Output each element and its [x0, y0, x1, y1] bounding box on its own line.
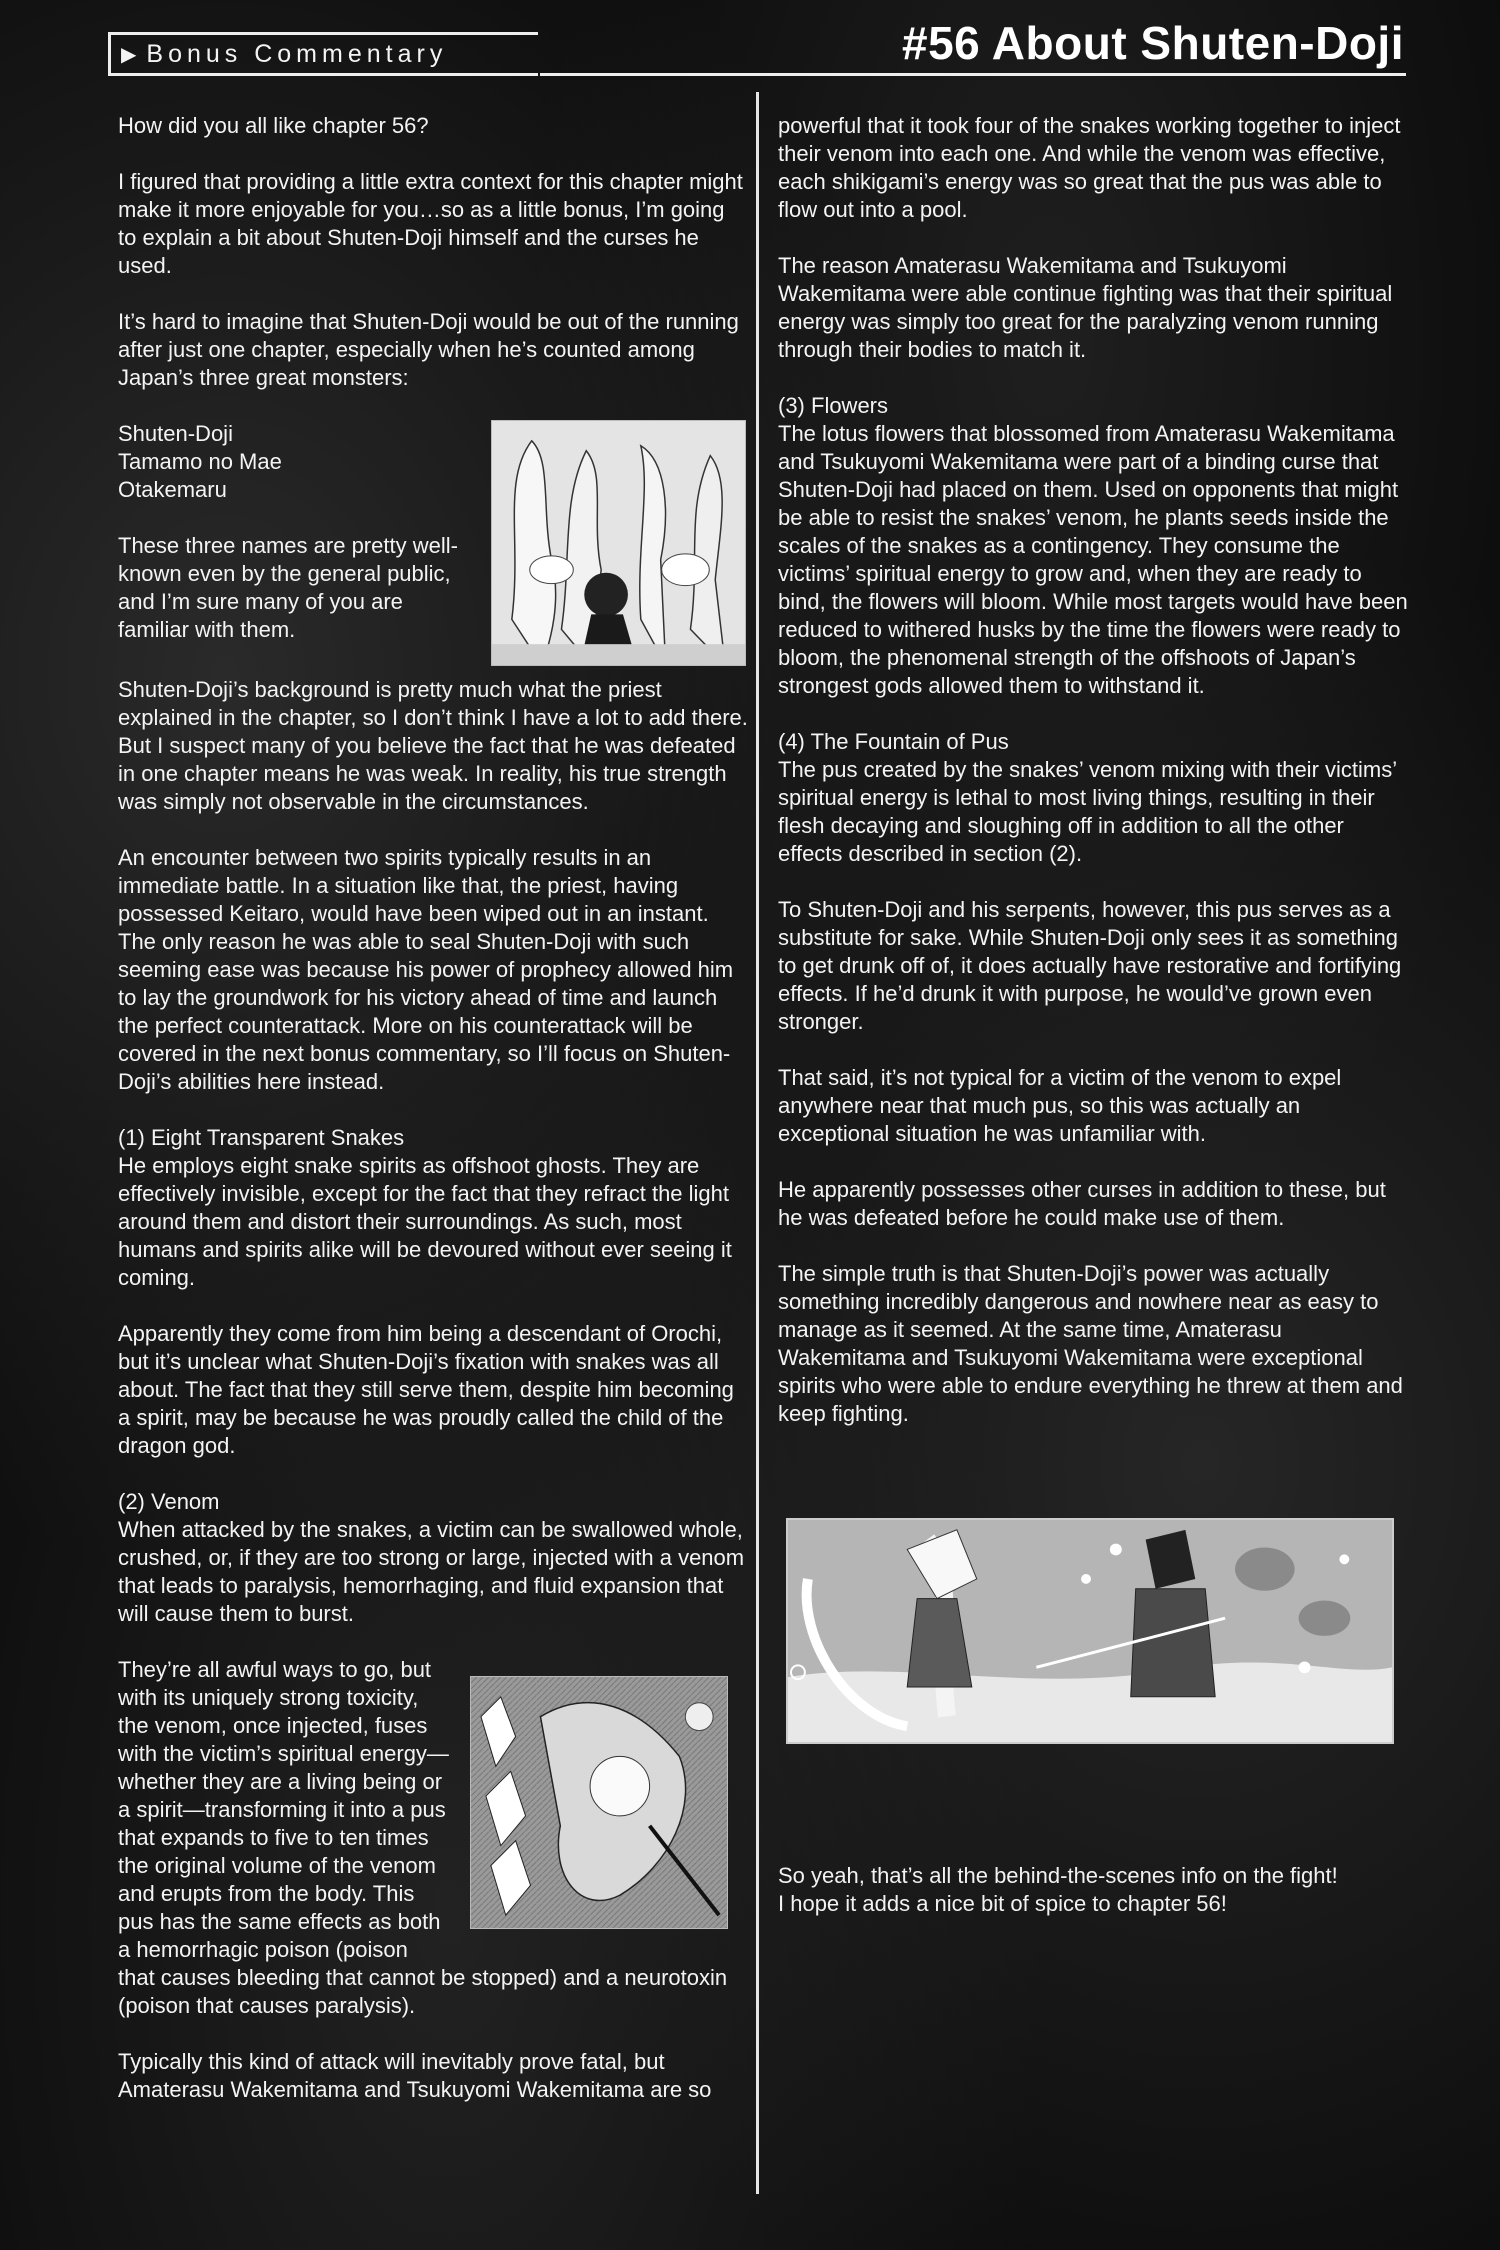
paragraph: Typically this kind of attack will inevitably prove fatal, but Amaterasu Wakemitama and Tsukuyomi Wakemitama are so	[118, 2049, 712, 2102]
header-rule	[540, 73, 1406, 76]
paragraph: The simple truth is that Shuten-Doji’s power was actually something incredibly dangerous and nowhere near as easy to manage as it seemed. At the same time, Amaterasu Wakemitama and Tsukuyomi Wakemitama were exceptional spirits who were able to endure everything he threw at them and keep fighting.	[778, 1261, 1403, 1426]
section-heading: (2) Venom	[118, 1489, 220, 1514]
section-3	[778, 392, 1408, 700]
paragraph: I hope it adds a nice bit of spice to chapter 56!	[778, 1891, 1227, 1916]
paragraph: These three names are pretty well-known even by the general public, and I’m sure many of you are familiar with them.	[118, 533, 458, 642]
list-item: Tamamo no Mae	[118, 449, 282, 474]
paragraph: The reason Amaterasu Wakemitama and Tsukuyomi Wakemitama were able continue fighting was that their spiritual energy was simply too great for the paralyzing venom running through their bodies to match it.	[778, 253, 1393, 362]
section-heading: (4) The Fountain of Pus	[778, 729, 1009, 754]
paragraph: It’s hard to imagine that Shuten-Doji would be out of the running after just one chapter, especially when he’s counted among Japan’s three great monsters:	[118, 309, 739, 390]
paragraph: To Shuten-Doji and his serpents, however, this pus serves as a substitute for sake. While Shuten-Doji only sees it as something to get drunk off of, it does actually have restorative and fortifying effects. If he’d drunk it with purpose, he would’ve grown even stronger.	[778, 897, 1402, 1034]
manga-panel-snakes-image	[491, 420, 746, 666]
manga-panel-battle-image	[786, 1518, 1394, 1744]
section-body: The lotus flowers that blossomed from Amaterasu Wakemitama and Tsukuyomi Wakemitama were part of a binding curse that Shuten-Doji had placed on them. Used on opponents that might be able to resist the snakes’ venom, he plants seeds inside the scales of the snakes as a contingency. They consume the victims’ spiritual energy to grow and, when they are ready to bind, the flowers will bloom. While most targets would have been reduced to withered husks by the time the flowers were ready to bloom, the phenomenal strength of the offshoots of Japan’s strongest gods allowed them to withstand it.	[778, 421, 1408, 698]
left-column	[118, 112, 748, 2132]
list-item: Shuten-Doji	[118, 421, 233, 446]
closing-remarks	[778, 1862, 1408, 1918]
section-label-box	[108, 32, 538, 76]
paragraph: powerful that it took four of the snakes working together to inject their venom into each one. And while the venom was effective, each shikigami’s energy was so great that the pus was able to flow out into a pool.	[778, 113, 1401, 222]
section-2	[118, 1488, 748, 1628]
paragraph: They’re all awful ways to go, but with its uniquely strong toxicity, the venom, once injected, fuses with the victim’s spiritual energy—whether they are a living being or a spirit—transforming it into a pus that expands to five to ten times the original volume of the venom and erupts from the body. This pus has the same effects as both a hemorrhagic poison (poison that causes bleeding that cannot be stopped) and a neurotoxin (poison that causes paralysis).	[118, 1657, 728, 2018]
section-body: The pus created by the snakes’ venom mixing with their victims’ spiritual energy is lethal to most living things, resulting in their flesh decaying and sloughing off in addition to all the other effects described in section (2).	[778, 757, 1397, 866]
section-body: He employs eight snake spirits as offshoot ghosts. They are effectively invisible, except for the fact that they refract the light around them and distort their surroundings. As such, most humans and spirits alike will be devoured without ever seeing it coming.	[118, 1153, 732, 1290]
paragraph: An encounter between two spirits typically results in an immediate battle. In a situation like that, the priest, having possessed Keitaro, would have been wiped out in an instant. The only reason he was able to seal Shuten-Doji with such seeming ease was because his power of prophecy allowed him to lay the groundwork for his victory ahead of time and launch the perfect counterattack. More on his counterattack will be covered in the next bonus commentary, so I’ll focus on Shuten-Doji’s abilities here instead.	[118, 845, 734, 1094]
section-label: Bonus Commentary	[146, 39, 448, 68]
section-heading: (3) Flowers	[778, 393, 889, 418]
play-arrow-icon: ▶	[121, 43, 137, 66]
page-title: #56 About Shuten-Doji	[901, 17, 1404, 69]
paragraph: Shuten-Doji’s background is pretty much what the priest explained in the chapter, so I don’t think I have a lot to add there. But I suspect many of you believe the fact that he was defeated in one chapter means he was weak. In reality, his true strength was simply not observable in the circumstances.	[118, 677, 748, 814]
section-heading: (1) Eight Transparent Snakes	[118, 1125, 405, 1150]
column-divider	[756, 92, 759, 2194]
section-body: When attacked by the snakes, a victim can be swallowed whole, crushed, or, if they are too strong or large, injected with a venom that leads to paralysis, hemorrhaging, and fluid expansion that will cause them to burst.	[118, 1517, 745, 1626]
paragraph: How did you all like chapter 56?	[118, 113, 429, 138]
paragraph: Apparently they come from him being a descendant of Orochi, but it’s unclear what Shuten-Doji’s fixation with snakes was all about. The fact that they still serve them, despite him becoming a spirit, may be because he was proudly called the child of the dragon god.	[118, 1321, 734, 1458]
paragraph: That said, it’s not typical for a victim of the venom to expel anywhere near that much pus, so this was actually an exceptional situation he was unfamiliar with.	[778, 1065, 1342, 1146]
paragraph: So yeah, that’s all the behind-the-scenes info on the fight!	[778, 1863, 1338, 1888]
manga-panel-venom-image	[470, 1676, 728, 1929]
section-4	[778, 728, 1408, 868]
right-column	[778, 112, 1408, 1456]
paragraph: I figured that providing a little extra context for this chapter might make it more enjoyable for you…so as a little bonus, I’m going to explain a bit about Shuten-Doji himself and the curses he used.	[118, 169, 743, 278]
list-item: Otakemaru	[118, 477, 227, 502]
section-1	[118, 1124, 748, 1292]
paragraph: He apparently possesses other curses in addition to these, but he was defeated before he could make use of them.	[778, 1177, 1386, 1230]
